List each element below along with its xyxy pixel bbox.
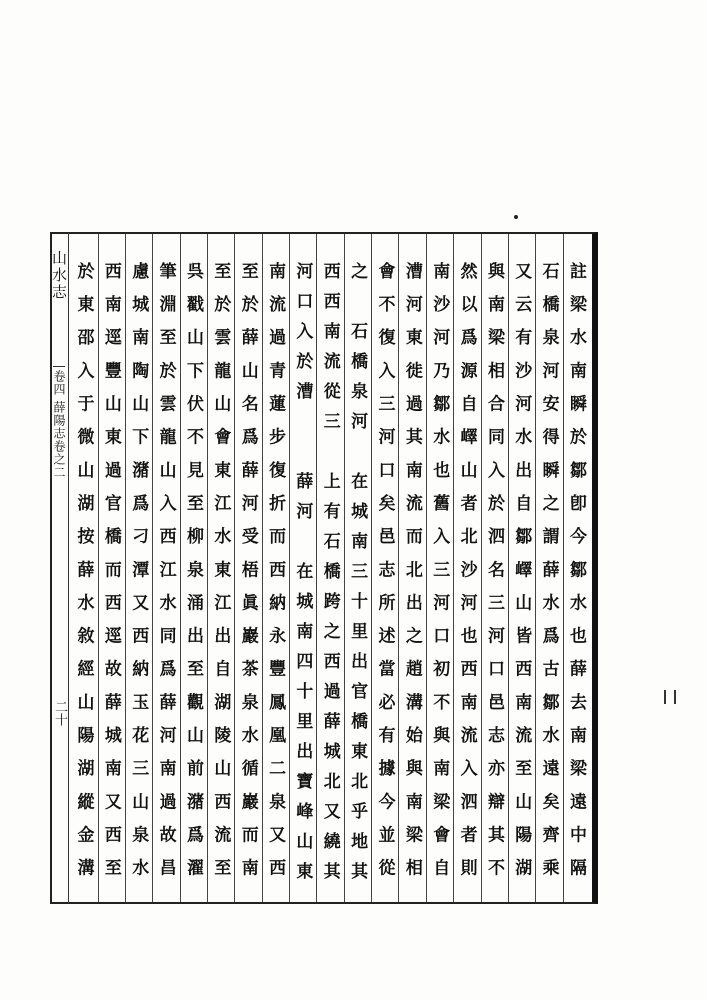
text-column (207, 234, 234, 902)
column-text: 西西南流從三 上有石橋跨之西過薛城北又繞其 (320, 262, 341, 892)
column-text: 註梁水南瞬於鄒卽今鄒水也薛去南梁遠中隔 (567, 262, 587, 892)
text-column (316, 234, 343, 902)
text-column (535, 234, 562, 902)
text-column (398, 234, 425, 902)
text-columns (70, 234, 590, 902)
text-column (481, 234, 508, 902)
column-text: 又云有沙河水出自鄒嶧山皆西南流至山陽湖 (512, 262, 533, 892)
column-text: 南沙河乃鄒水也舊入三河口初不與南梁會自 (430, 262, 451, 892)
text-column (125, 234, 152, 902)
column-text-heading: 河口入於漕 薛河 在城南四十里出寶峰山東 (293, 262, 314, 892)
fold-book-title: 山水志 (50, 250, 68, 301)
text-column (234, 234, 261, 902)
column-text: 與南梁相合同入於泗名三河口邑志亦辯其不 (484, 262, 505, 892)
column-text: 至於雲龍山會東江水東江出自湖陵山西流至 (211, 262, 232, 892)
text-column (70, 234, 97, 902)
fold-fishtail-mark (53, 366, 65, 367)
text-column (180, 234, 207, 902)
margin-ink-marks (664, 690, 676, 704)
column-text-heading: 之 石橋泉河 在城南三十里出官橋東北乎地其 (348, 262, 369, 892)
text-column (563, 234, 590, 902)
text-column (262, 234, 289, 902)
text-column (152, 234, 179, 902)
text-column (98, 234, 125, 902)
column-text: 西南逕豐山東過官橋而西逕故薛城南又西至 (101, 262, 122, 892)
column-text: 筆淵至於雲龍山入西江水同爲薛河南過故昌 (156, 262, 177, 892)
text-column (371, 234, 398, 902)
ink-speck (514, 215, 518, 219)
center-fold-strip (50, 232, 69, 904)
column-text: 南流過青蓮步復折而西納永豐鳳凰二泉又西 (266, 262, 287, 892)
column-text: 會不復入三河口矣邑志所述當必有據今並從 (375, 262, 396, 892)
text-column (426, 234, 453, 902)
text-column (508, 234, 535, 902)
column-text: 石橋泉河安得瞬之謂薛水爲古鄒水遠矣齊乘 (539, 262, 560, 892)
column-text: 然以爲源自嶧山者北沙河也西南流入泗者則 (457, 262, 478, 892)
column-text: 至於薛山名爲薛河受梧眞巖茶泉水循巖而南 (238, 262, 259, 892)
column-text: 呉戳山下伏不見至柳泉涌出至觀山前潴爲濯 (183, 262, 204, 892)
fold-section-title: 卷四 薛陽志卷之二 (52, 370, 66, 479)
text-column (289, 234, 316, 902)
column-text: 慮城南陶山下潴爲刁潭又西納玉花三山泉水 (129, 262, 150, 892)
text-column (344, 234, 371, 902)
fold-leaf-number: 二十 (52, 700, 67, 726)
column-text: 於東邵入于微山湖按薛水敘經山陽湖縱金溝 (74, 262, 95, 892)
column-text: 漕河東徙過其南流而北出之趙溝始與南梁相 (402, 262, 423, 892)
text-column (453, 234, 480, 902)
